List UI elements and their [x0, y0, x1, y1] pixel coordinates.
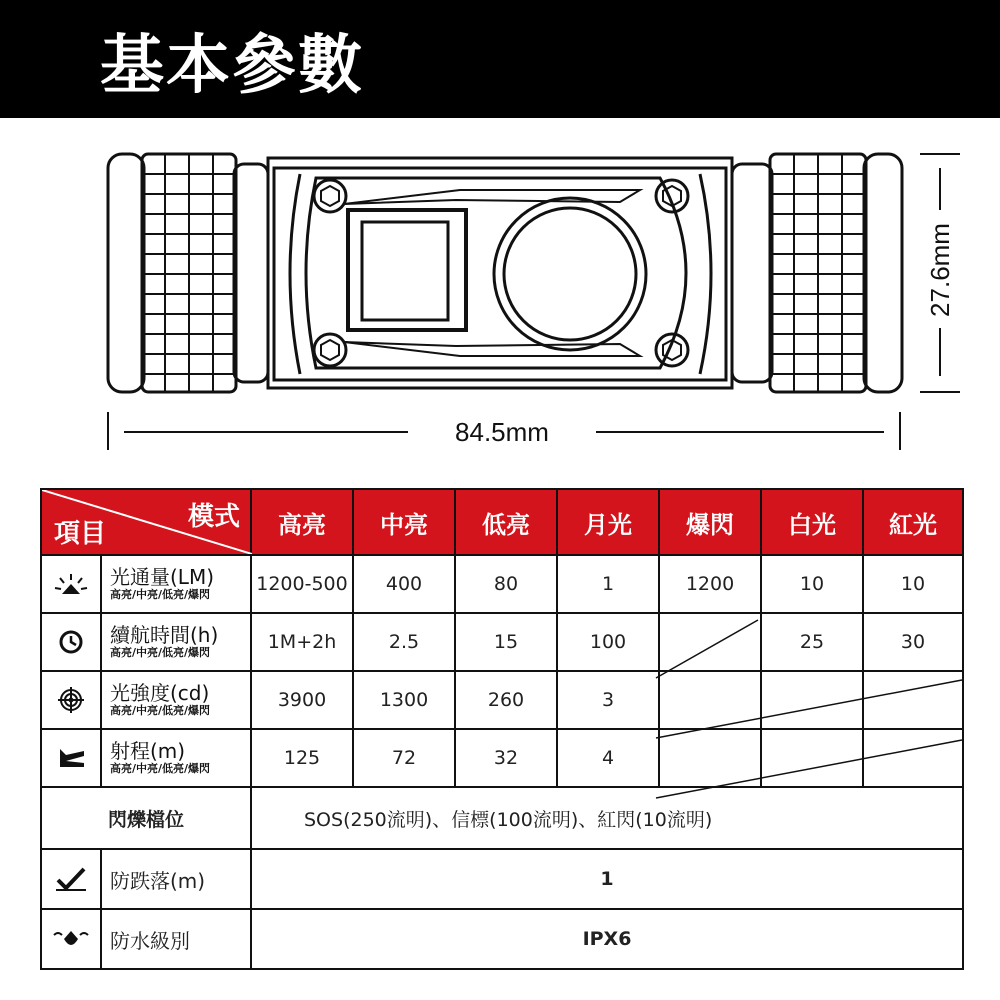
- mode-header-medium: 中亮: [353, 489, 455, 555]
- row-label-main: 射程(m): [110, 739, 186, 764]
- clock-icon: [42, 614, 102, 670]
- table-cell-empty: [659, 729, 761, 787]
- row-label-main: 光強度(cd): [110, 681, 210, 706]
- row-label-runtime: [41, 613, 251, 671]
- mode-header-high: 高亮: [251, 489, 353, 555]
- mode-header-strobe: 爆閃: [659, 489, 761, 555]
- table-cell: 1300: [353, 671, 455, 729]
- table-cell: 4: [557, 729, 659, 787]
- table-cell: 125: [251, 729, 353, 787]
- lamp-body: [268, 158, 732, 388]
- table-cell: 1M+2h: [251, 613, 353, 671]
- table-cell: 80: [455, 555, 557, 613]
- right-knurled-cap: [732, 154, 902, 392]
- product-drawing: [0, 118, 1000, 488]
- row-label-sub: 高亮/中亮/低亮/爆閃: [110, 762, 211, 776]
- waterproof-label: 防水級別: [110, 928, 190, 953]
- spec-table: [40, 488, 964, 970]
- table-cell: 2.5: [353, 613, 455, 671]
- table-row: [41, 729, 963, 787]
- table-header-row: [41, 489, 963, 555]
- width-dimension-label: 84.5mm: [455, 417, 549, 447]
- header-bar: [0, 0, 1000, 118]
- mode-header-low: 低亮: [455, 489, 557, 555]
- drop-resistance-row: [41, 849, 963, 909]
- table-cell: 32: [455, 729, 557, 787]
- row-label-range: [41, 729, 251, 787]
- table-cell: 1200-500: [251, 555, 353, 613]
- table-cell: 100: [557, 613, 659, 671]
- light-burst-icon: [42, 556, 102, 612]
- flash-modes-row: [41, 787, 963, 849]
- table-cell: 1: [557, 555, 659, 613]
- table-row: [41, 671, 963, 729]
- table-cell-empty: [761, 671, 863, 729]
- table-cell: 72: [353, 729, 455, 787]
- table-cell: 30: [863, 613, 963, 671]
- row-label-sub: 高亮/中亮/低亮/爆閃: [110, 646, 211, 660]
- table-cell: 260: [455, 671, 557, 729]
- table-cell-empty: [863, 729, 963, 787]
- table-cell: 3900: [251, 671, 353, 729]
- table-cell-empty: [761, 729, 863, 787]
- table-cell: 25: [761, 613, 863, 671]
- row-label-main: 光通量(LM): [110, 565, 215, 590]
- beam-range-icon: [42, 730, 102, 786]
- table-row: [41, 613, 963, 671]
- row-label-sub: 高亮/中亮/低亮/爆閃: [110, 588, 211, 602]
- water-drop-icon: [42, 910, 102, 968]
- page-title: 基本參數: [100, 29, 364, 103]
- item-header-label: 項目: [54, 519, 107, 549]
- table-cell: 10: [863, 555, 963, 613]
- row-label-sub: 高亮/中亮/低亮/爆閃: [110, 704, 211, 718]
- mode-header-label: 模式: [187, 502, 240, 532]
- target-icon: [42, 672, 102, 728]
- row-label-intensity: [41, 671, 251, 729]
- drop-resistance-value: 1: [251, 849, 963, 909]
- table-cell: 1200: [659, 555, 761, 613]
- mode-header-red: 紅光: [863, 489, 963, 555]
- corner-header-cell: [41, 489, 251, 555]
- table-cell-empty: [863, 671, 963, 729]
- left-knurled-cap: [108, 154, 268, 392]
- flash-modes-value: SOS(250流明)、信標(100流明)、紅閃(10流明): [251, 787, 963, 849]
- mode-header-moonlight: 月光: [557, 489, 659, 555]
- row-label-main: 續航時間(h): [110, 623, 219, 648]
- waterproof-value: IPX6: [251, 909, 963, 969]
- row-label-lumens: [41, 555, 251, 613]
- table-cell: 3: [557, 671, 659, 729]
- table-row: [41, 555, 963, 613]
- waterproof-label-cell: [41, 909, 251, 969]
- height-dimension-label: 27.6mm: [925, 223, 955, 317]
- drop-resistance-label-cell: [41, 849, 251, 909]
- table-cell-empty: [659, 613, 761, 671]
- table-cell-empty: [659, 671, 761, 729]
- drop-check-icon: [42, 850, 102, 908]
- table-cell: 15: [455, 613, 557, 671]
- mode-header-white: 白光: [761, 489, 863, 555]
- table-cell: 10: [761, 555, 863, 613]
- flash-modes-label: 閃爍檔位: [41, 787, 251, 849]
- waterproof-row: [41, 909, 963, 969]
- drop-resistance-label: 防跌落(m): [110, 868, 206, 893]
- table-cell: 400: [353, 555, 455, 613]
